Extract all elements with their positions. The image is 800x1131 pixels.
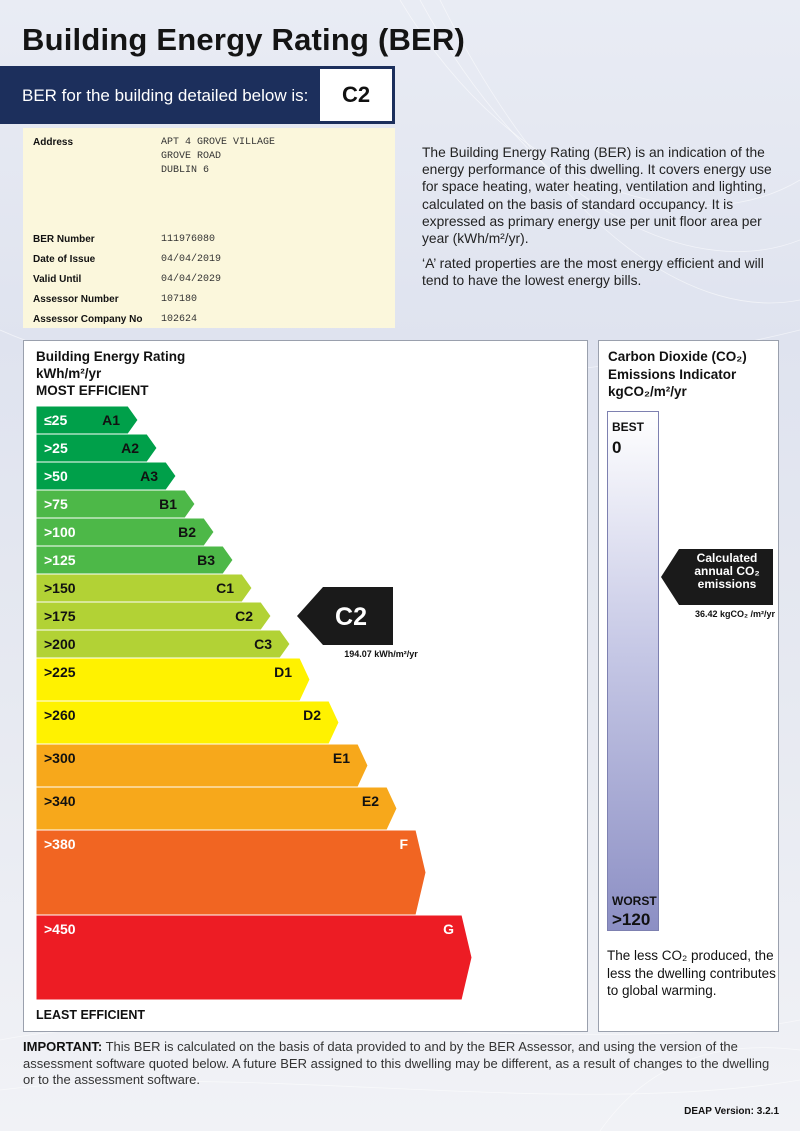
rating-title-line: Building Energy Rating	[36, 349, 186, 364]
valid-until-label: Valid Until	[33, 274, 82, 285]
co2-arrow-line: emissions	[697, 577, 757, 591]
ber-number-value: 111976080	[161, 234, 216, 245]
band-range-label: >125	[44, 552, 76, 568]
ber-banner-label: BER for the building detailed below is:	[22, 86, 309, 105]
band-range-label: >50	[44, 468, 68, 484]
rating-band-e1	[36, 744, 368, 787]
co2-title-line: Carbon Dioxide (CO₂)	[608, 349, 747, 364]
band-range-label: >25	[44, 440, 68, 456]
co2-arrow-line: annual CO₂	[694, 564, 760, 578]
band-grade-label: A3	[140, 468, 158, 484]
rating-band-c3	[36, 630, 290, 658]
co2-units: kgCO₂/m²/yr	[608, 384, 687, 399]
rating-band-f	[36, 830, 426, 915]
rating-band-b2	[36, 518, 214, 546]
band-grade-label: D2	[303, 707, 321, 723]
current-rating-arrow	[297, 587, 418, 659]
date-of-issue-label: Date of Issue	[33, 254, 96, 265]
valid-until-value: 04/04/2029	[161, 274, 222, 285]
band-range-label: ≤25	[44, 412, 68, 428]
address-label: Address	[33, 137, 74, 148]
co2-best-label: BEST	[612, 420, 645, 434]
rating-band-a3	[36, 462, 176, 490]
band-grade-label: G	[443, 921, 454, 937]
band-grade-label: E1	[332, 750, 350, 766]
band-grade-label: C2	[235, 608, 253, 624]
description-paragraph: The Building Energy Rating (BER) is an indication of the energy performance of this dwelling. It covers energy use for space heating, water heating, ventilation and lighting, calculated on the basis of standard occupancy. It is expressed as primary energy use per unit floor area per year (kWh/m²/yr).	[422, 145, 772, 247]
current-rating-value: 194.07 kWh/m²/yr	[344, 649, 418, 659]
rating-band-b3	[36, 546, 233, 574]
assessor-company-label: Assessor Company No	[33, 314, 143, 325]
band-range-label: >340	[44, 793, 76, 809]
co2-emissions-value: 36.42 kgCO₂ /m²/yr	[694, 609, 775, 619]
rating-band-a2	[36, 434, 157, 462]
rating-band-a1	[36, 406, 138, 434]
ber-banner	[0, 66, 395, 124]
co2-panel-title	[608, 348, 747, 401]
ber-rating-box: C2	[320, 69, 392, 121]
assessor-number-label: Assessor Number	[33, 294, 119, 305]
co2-arrow-label	[678, 552, 776, 591]
assessor-company-value: 102624	[161, 314, 198, 325]
band-range-label: >175	[44, 608, 76, 624]
band-range-label: >225	[44, 664, 76, 680]
band-range-label: >380	[44, 836, 76, 852]
most-efficient-label: MOST EFFICIENT	[36, 383, 149, 398]
band-range-label: >75	[44, 496, 68, 512]
current-rating-label: C2	[335, 603, 367, 631]
rating-band-e2	[36, 787, 397, 830]
band-range-label: >100	[44, 524, 76, 540]
co2-emissions-panel	[598, 340, 779, 1032]
rating-bands	[24, 341, 589, 1033]
band-grade-label: D1	[274, 664, 292, 680]
co2-worst-label: WORST	[612, 894, 657, 908]
rating-band-shape	[36, 658, 310, 701]
important-notice	[23, 1039, 783, 1089]
rating-band-c2	[36, 602, 271, 630]
band-grade-label: C1	[216, 580, 234, 596]
co2-best-value: 0	[612, 438, 622, 457]
rating-band-shape	[36, 701, 339, 744]
rating-band-c1	[36, 574, 252, 602]
band-grade-label: E2	[361, 793, 379, 809]
band-grade-label: A2	[121, 440, 139, 456]
rating-band-g	[36, 915, 472, 1000]
co2-note: The less CO₂ produced, the less the dwelling contributes to global warming.	[607, 948, 776, 998]
band-range-label: >300	[44, 750, 76, 766]
band-grade-label: A1	[102, 412, 120, 428]
band-range-label: >260	[44, 707, 76, 723]
building-details-panel	[23, 128, 395, 328]
band-range-label: >200	[44, 636, 76, 652]
rating-band-b1	[36, 490, 195, 518]
band-range-label: >150	[44, 580, 76, 596]
co2-worst-value: >120	[612, 910, 651, 929]
address-line: APT 4 GROVE VILLAGE	[161, 137, 276, 148]
rating-band-d1	[36, 658, 310, 701]
ber-number-label: BER Number	[33, 234, 95, 245]
co2-arrow-line: Calculated	[696, 551, 758, 565]
co2-scale-bar	[607, 411, 659, 931]
description-paragraph: ‘A’ rated properties are the most energy efficient and will tend to have the lowest energy bills.	[422, 256, 764, 289]
band-grade-label: F	[399, 836, 408, 852]
rating-band-shape	[36, 787, 397, 830]
energy-rating-panel	[23, 340, 588, 1032]
rating-band-shape	[36, 915, 472, 1000]
date-of-issue-value: 04/04/2019	[161, 254, 222, 265]
band-grade-label: B1	[159, 496, 177, 512]
band-range-label: >450	[44, 921, 76, 937]
important-label: IMPORTANT:	[23, 1039, 103, 1054]
rating-band-shape	[36, 830, 426, 915]
page-title: Building Energy Rating (BER)	[22, 22, 466, 57]
deap-version: DEAP Version: 3.2.1	[684, 1106, 779, 1117]
important-text: This BER is calculated on the basis of data provided to and by the BER Assessor, and using the version of the assessment software quoted below. A future BER assigned to this dwelling may be different, as a result of changes to the dwelling or to the assessment software.	[23, 1039, 770, 1087]
address-line: GROVE ROAD	[161, 151, 222, 162]
ber-description	[422, 144, 782, 290]
band-grade-label: B2	[178, 524, 196, 540]
rating-units: kWh/m²/yr	[36, 366, 102, 381]
band-grade-label: C3	[254, 636, 272, 652]
address-line: DUBLIN 6	[161, 165, 210, 176]
least-efficient-label: LEAST EFFICIENT	[36, 1008, 146, 1022]
rating-band-d2	[36, 701, 339, 744]
rating-band-shape	[36, 744, 368, 787]
co2-title-line: Emissions Indicator	[608, 366, 737, 382]
band-grade-label: B3	[197, 552, 215, 568]
assessor-number-value: 107180	[161, 294, 198, 305]
